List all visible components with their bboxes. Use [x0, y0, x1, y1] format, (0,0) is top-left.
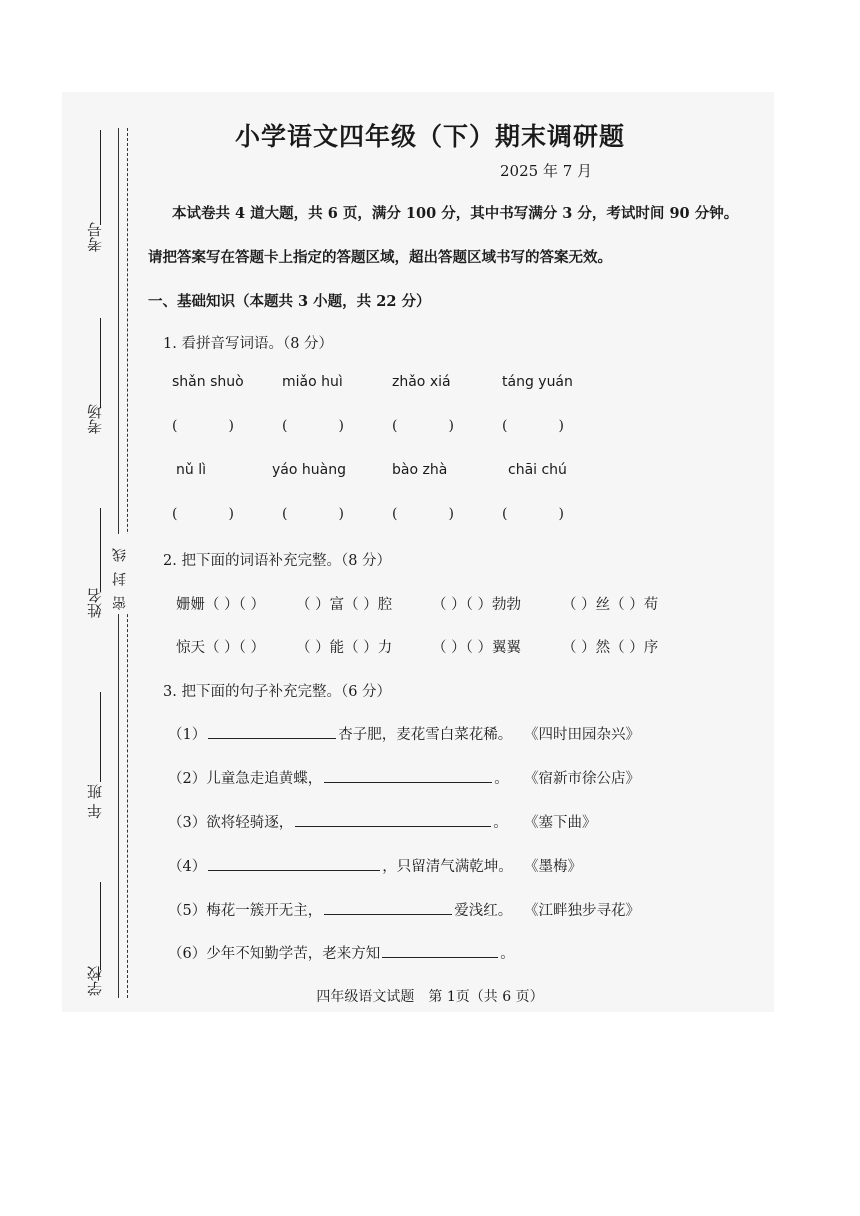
poem-pre: 儿童急走追黄蝶，: [206, 771, 323, 787]
pinyin-item: shǎn shuò: [172, 374, 244, 390]
poem-source: 《江畔独步寻花》: [524, 903, 640, 919]
fill-blank[interactable]: [324, 913, 452, 915]
pinyin-item: táng yuán: [502, 374, 573, 390]
fill-blank[interactable]: [382, 956, 498, 958]
pinyin-item: chāi chú: [508, 462, 567, 478]
idiom-item[interactable]: （ ）富（ ）腔: [296, 597, 393, 613]
idiom-item[interactable]: （ ）能（ ）力: [296, 640, 393, 656]
answer-paren[interactable]: ( ): [392, 418, 454, 434]
idiom-item[interactable]: （ ）（ ）翼翼: [432, 640, 521, 656]
idiom-item[interactable]: （ ）丝（ ）苟: [562, 597, 659, 613]
poem-num: （4）: [168, 859, 207, 875]
poem-num: （1）: [168, 727, 207, 743]
poem-num: （5）: [168, 903, 207, 919]
class-label: 年 班: [86, 784, 104, 819]
q1-prompt: 1. 看拼音写词语。（8 分）: [163, 336, 334, 352]
exam-date: 2025 年 7 月: [500, 162, 593, 180]
idiom-item[interactable]: 姗姗（ ）（ ）: [176, 597, 265, 613]
exam-no-label: 考号: [86, 222, 104, 252]
poem-post: 。: [493, 815, 508, 831]
answer-paren[interactable]: ( ): [172, 506, 234, 522]
answer-paren[interactable]: ( ): [282, 506, 344, 522]
name-label: 姓名: [86, 588, 104, 618]
poem-source: 《四时田园杂兴》: [524, 727, 640, 743]
pinyin-item: bào zhà: [392, 462, 448, 478]
poem-post: 。: [494, 771, 509, 787]
name-line: [100, 508, 101, 592]
poem-line-2: [168, 767, 509, 788]
poem-source: 《宿新市徐公店》: [524, 771, 640, 787]
section-1-heading: 一、基础知识（本题共 3 小题，共 22 分）: [148, 293, 431, 310]
poem-pre: 欲将轻骑逐，: [206, 815, 294, 831]
pinyin-item: nǔ lì: [176, 462, 206, 478]
poem-source: 《塞下曲》: [524, 815, 597, 831]
poem-line-5: [168, 899, 512, 920]
exam-title: 小学语文四年级（下）期末调研题: [234, 122, 625, 151]
instructions-line-1: 本试卷共 4 道大题，共 6 页，满分 100 分，其中书写满分 3 分，考试时间 90 分钟。: [172, 205, 739, 222]
seal-line-label: 密封线: [110, 534, 130, 614]
fill-blank[interactable]: [295, 825, 491, 827]
poem-num: （2）: [168, 771, 207, 787]
poem-line-1: [168, 723, 512, 744]
idiom-item[interactable]: 惊天（ ）（ ）: [176, 640, 265, 656]
poem-pre: 梅花一簇开无主，: [206, 903, 323, 919]
poem-num: （6）: [168, 946, 207, 962]
idiom-item[interactable]: （ ）（ ）勃勃: [432, 597, 521, 613]
poem-post: 杏子肥，麦花雪白菜花稀。: [338, 727, 513, 743]
poem-source: 《墨梅》: [524, 859, 582, 875]
exam-room-line: [100, 318, 101, 408]
instructions-line-2: 请把答案写在答题卡上指定的答题区域，超出答题区域书写的答案无效。: [148, 249, 612, 266]
poem-line-3: [168, 811, 508, 832]
page-footer: 四年级语文试题 第 1页（共 6 页）: [316, 989, 544, 1005]
pinyin-item: miǎo huì: [282, 374, 343, 390]
answer-paren[interactable]: ( ): [502, 506, 564, 522]
fill-blank[interactable]: [208, 737, 336, 739]
class-line: [100, 692, 101, 782]
poem-post: ，只留清气满乾坤。: [382, 859, 513, 875]
idiom-item[interactable]: （ ）然（ ）序: [562, 640, 659, 656]
pinyin-item: zhǎo xiá: [392, 374, 451, 390]
poem-post: 。: [500, 946, 515, 962]
answer-paren[interactable]: ( ): [502, 418, 564, 434]
poem-line-4: [168, 855, 513, 876]
q3-prompt: 3. 把下面的句子补充完整。（6 分）: [163, 684, 392, 700]
q2-prompt: 2. 把下面的词语补充完整。（8 分）: [163, 553, 392, 569]
poem-post: 爱浅红。: [454, 903, 513, 919]
school-label: 学校: [86, 966, 104, 996]
school-line: [100, 882, 101, 970]
fill-blank[interactable]: [208, 869, 380, 871]
pinyin-item: yáo huàng: [272, 462, 346, 478]
poem-pre: 少年不知勤学苦，老来方知: [206, 946, 381, 962]
poem-line-6: [168, 942, 515, 963]
answer-paren[interactable]: ( ): [282, 418, 344, 434]
exam-room-label: 考场: [86, 404, 104, 434]
poem-num: （3）: [168, 815, 207, 831]
answer-paren[interactable]: ( ): [172, 418, 234, 434]
answer-paren[interactable]: ( ): [392, 506, 454, 522]
fill-blank[interactable]: [324, 781, 492, 783]
